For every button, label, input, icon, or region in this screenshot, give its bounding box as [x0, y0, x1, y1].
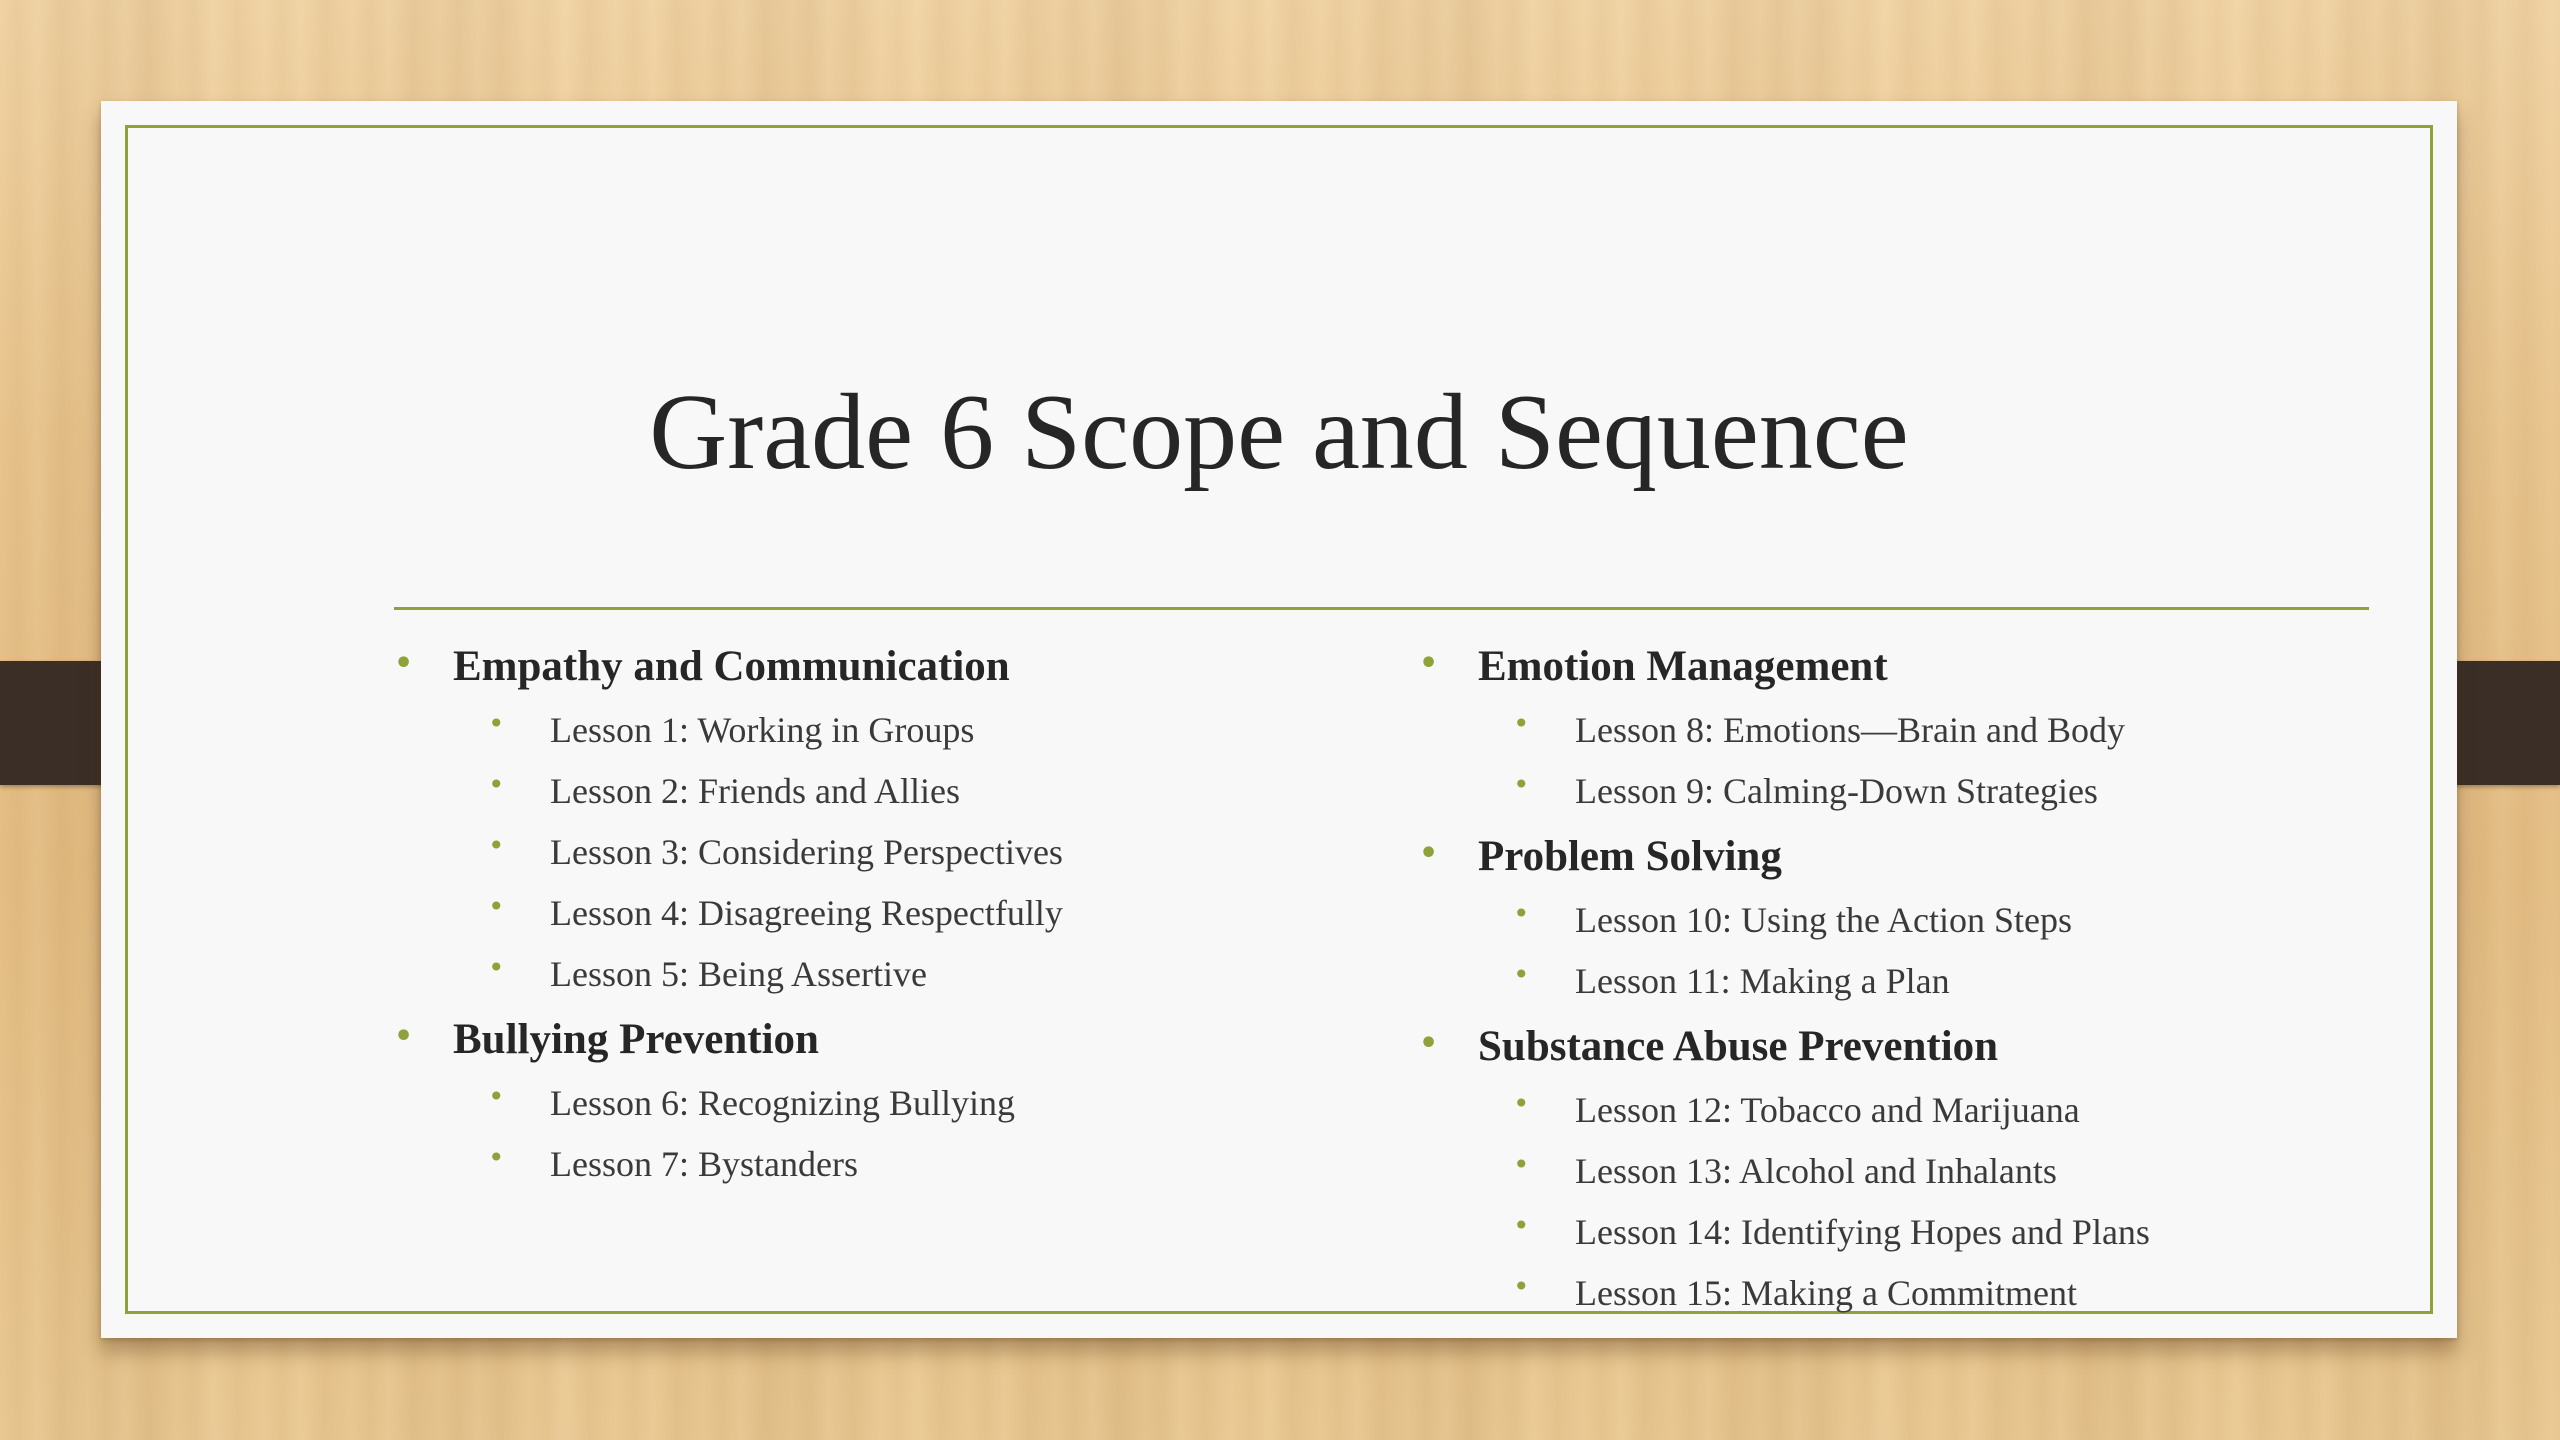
bullet-icon: •: [1419, 646, 1439, 681]
bullet-icon: •: [488, 890, 505, 923]
bullet-icon: •: [1513, 1148, 1530, 1181]
lesson-item: [394, 1080, 1063, 1141]
bullet-icon: •: [1513, 707, 1530, 740]
bullet-icon: •: [394, 1019, 414, 1054]
lesson-item: [394, 951, 1063, 1012]
bullet-icon: •: [1513, 958, 1530, 991]
title-divider: [394, 607, 2369, 610]
slide-title: Grade 6 Scope and Sequence: [649, 373, 1909, 492]
topic-heading: [1419, 1019, 2150, 1075]
lesson-item: [1419, 1087, 2150, 1148]
bullet-icon: •: [1513, 897, 1530, 930]
lesson-label: Lesson 11: Making a Plan: [1575, 961, 1950, 1001]
topic-label: Problem Solving: [1478, 833, 1782, 880]
bullet-icon: •: [394, 646, 414, 681]
bullet-icon: •: [1513, 1270, 1530, 1303]
lesson-label: Lesson 3: Considering Perspectives: [550, 832, 1063, 872]
lesson-item: [1419, 1148, 2150, 1209]
topic-label: Substance Abuse Prevention: [1478, 1023, 1999, 1070]
topic-label: Emotion Management: [1478, 643, 1888, 690]
bullet-icon: •: [488, 829, 505, 862]
bullet-icon: •: [488, 768, 505, 801]
lesson-label: Lesson 8: Emotions—Brain and Body: [1575, 710, 2125, 750]
right-column: [1419, 639, 2150, 1331]
topic-heading: [1419, 639, 2150, 695]
bullet-icon: •: [488, 707, 505, 740]
topic-heading: [394, 639, 1063, 695]
lesson-label: Lesson 13: Alcohol and Inhalants: [1575, 1151, 2057, 1191]
lesson-label: Lesson 10: Using the Action Steps: [1575, 900, 2072, 940]
lesson-item: [1419, 1209, 2150, 1270]
slide: [101, 101, 2457, 1338]
lesson-label: Lesson 4: Disagreeing Respectfully: [550, 893, 1063, 933]
bullet-icon: •: [1419, 1026, 1439, 1061]
bullet-icon: •: [1513, 1087, 1530, 1120]
bullet-icon: •: [488, 951, 505, 984]
lesson-label: Lesson 7: Bystanders: [550, 1144, 858, 1184]
left-column: [394, 639, 1063, 1202]
topic-label: Bullying Prevention: [453, 1016, 819, 1063]
bullet-icon: •: [1513, 768, 1530, 801]
lesson-item: [394, 890, 1063, 951]
lesson-label: Lesson 9: Calming-Down Strategies: [1575, 771, 2098, 811]
lesson-item: [394, 829, 1063, 890]
bullet-icon: •: [1513, 1209, 1530, 1242]
topic-heading: [1419, 829, 2150, 885]
lesson-label: Lesson 12: Tobacco and Marijuana: [1575, 1090, 2080, 1130]
lesson-item: [1419, 1270, 2150, 1331]
topic-label: Empathy and Communication: [453, 643, 1010, 690]
bullet-icon: •: [1419, 836, 1439, 871]
lesson-item: [394, 707, 1063, 768]
lesson-item: [1419, 768, 2150, 829]
lesson-label: Lesson 2: Friends and Allies: [550, 771, 960, 811]
lesson-item: [394, 768, 1063, 829]
lesson-item: [394, 1141, 1063, 1202]
lesson-item: [1419, 897, 2150, 958]
lesson-label: Lesson 6: Recognizing Bullying: [550, 1083, 1015, 1123]
lesson-label: Lesson 1: Working in Groups: [550, 710, 975, 750]
lesson-item: [1419, 958, 2150, 1019]
bullet-icon: •: [488, 1141, 505, 1174]
lesson-item: [1419, 707, 2150, 768]
lesson-label: Lesson 15: Making a Commitment: [1575, 1273, 2077, 1313]
lesson-label: Lesson 5: Being Assertive: [550, 954, 927, 994]
lesson-label: Lesson 14: Identifying Hopes and Plans: [1575, 1212, 2150, 1252]
bullet-icon: •: [488, 1080, 505, 1113]
topic-heading: [394, 1012, 1063, 1068]
